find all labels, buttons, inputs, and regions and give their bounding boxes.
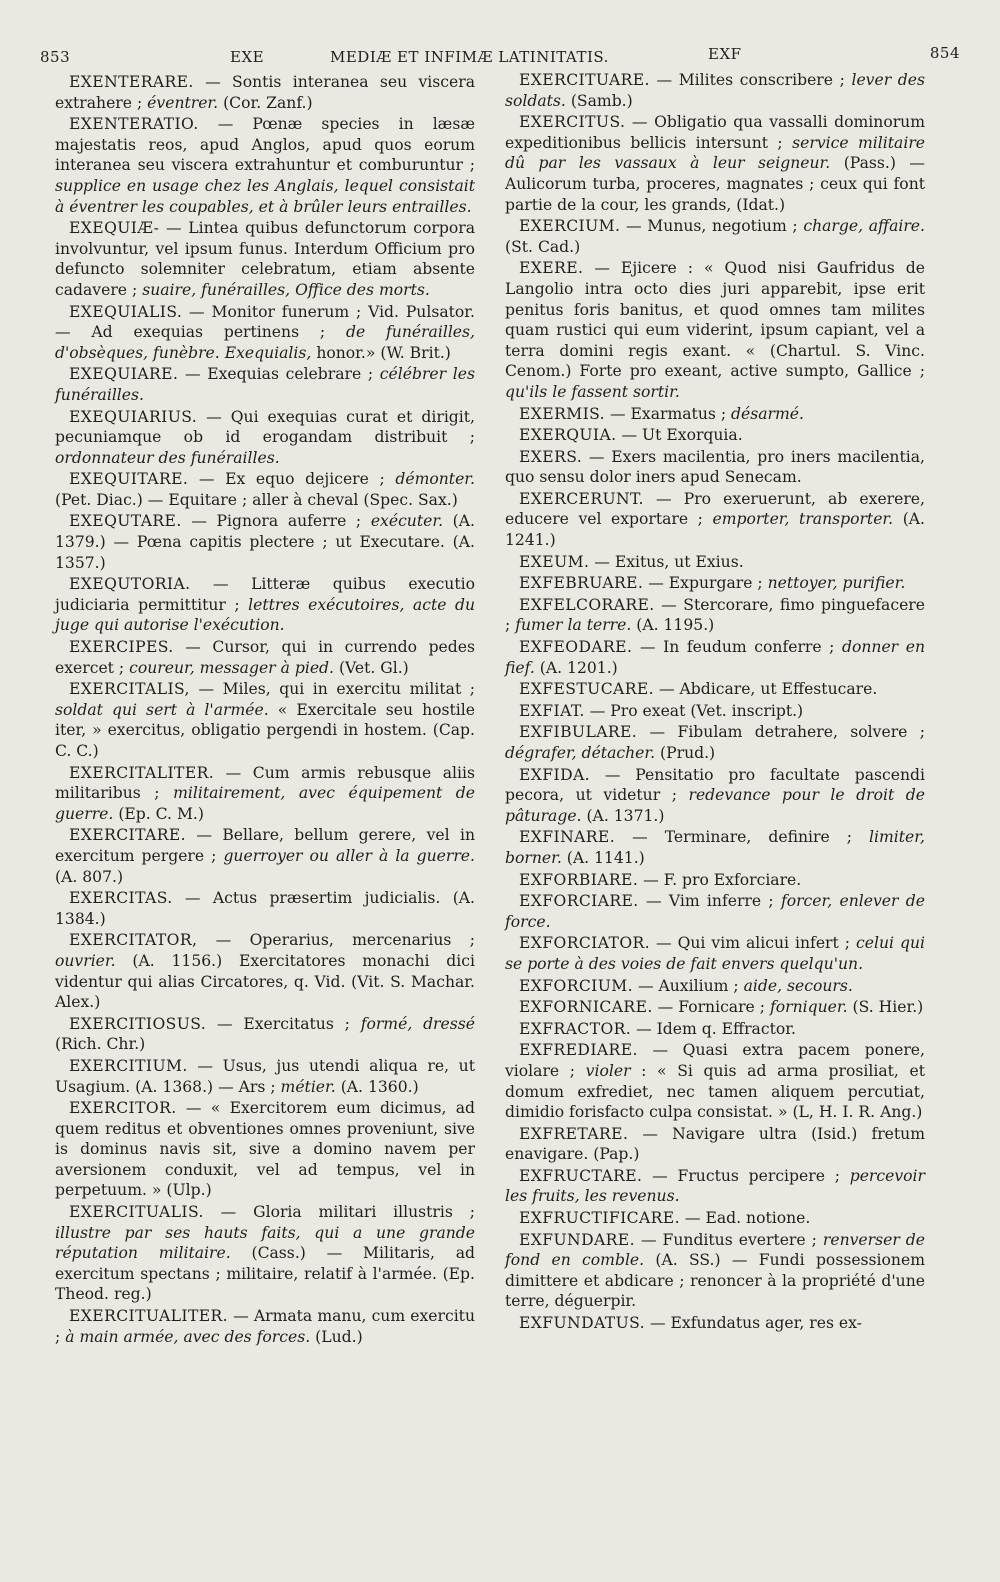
french-gloss: dégrafer, détacher. bbox=[505, 744, 656, 762]
headword: EXEQUTARE. bbox=[69, 512, 182, 531]
left-column bbox=[55, 72, 475, 1348]
french-gloss: suaire, funérailles, Office des morts. bbox=[142, 280, 430, 299]
left-guide-word: EXE bbox=[230, 48, 265, 66]
dictionary-entry bbox=[55, 1056, 475, 1097]
headword: EXFREDIARE. bbox=[519, 1041, 638, 1060]
headword: EXFRETARE. bbox=[519, 1124, 629, 1143]
headword: EXFUNDATUS. bbox=[519, 1314, 646, 1333]
headword: EXFESTUCARE. bbox=[519, 680, 654, 699]
headword: EXERCITALITER. bbox=[69, 763, 215, 782]
source-reference: (Samb.) bbox=[565, 91, 633, 110]
source-reference: (A. 1201.) bbox=[534, 658, 618, 677]
headword: EXFELCORARE. bbox=[519, 595, 655, 614]
french-gloss: limiter, borner. bbox=[505, 828, 925, 867]
definition-text: — Litteræ quibus executio judiciaria permittitur ; bbox=[55, 575, 475, 614]
french-gloss: guerroyer ou aller à la guerre. bbox=[223, 846, 475, 865]
definition-text: — Terminare, definire ; bbox=[615, 828, 870, 847]
definition-text: — Lintea quibus defunctorum corpora involvuntur, vel ipsum funus. Interdum Officium pro defuncto solemniter celebratum, etiam absente cadavere ; bbox=[55, 219, 475, 299]
dictionary-entry bbox=[505, 1230, 925, 1312]
definition-text: — Navigare ultra (Isid.) fretum enavigare. (Pap.) bbox=[505, 1124, 925, 1164]
dictionary-entry bbox=[505, 870, 925, 891]
dictionary-entry bbox=[505, 1208, 925, 1229]
definition-text: — Gloria militari illustris ; bbox=[203, 1203, 475, 1222]
dictionary-entry bbox=[505, 552, 925, 573]
dictionary-entry bbox=[55, 574, 475, 636]
right-guide-word: EXF bbox=[708, 45, 742, 63]
definition-text: — Armata manu, cum exercitu ; bbox=[55, 1307, 475, 1346]
definition-text: — In feudum conferre ; bbox=[632, 638, 842, 657]
headword: EXFEBRUARE. bbox=[519, 574, 644, 593]
definition-text: — Exfundatus ager, res ex- bbox=[645, 1314, 862, 1333]
source-reference: (Lud.) bbox=[310, 1327, 363, 1346]
definition-text: — Qui exequias curat et dirigit, pecuniamque ob id erogandam distribuit ; bbox=[55, 407, 475, 447]
french-gloss: exécuter. bbox=[370, 512, 444, 531]
dictionary-entry bbox=[505, 997, 925, 1018]
headword: EXFIDA. bbox=[519, 765, 590, 784]
headword: EXFRUCTIFICARE. bbox=[519, 1209, 680, 1228]
headword: EXFORCIATOR. bbox=[519, 934, 651, 953]
definition-text: — Expurgare ; bbox=[643, 574, 768, 593]
definition-text: — Cum armis rebusque aliis militaribus ; bbox=[55, 763, 475, 803]
dictionary-entry bbox=[505, 112, 925, 215]
headword: EXERCIPES. bbox=[69, 638, 174, 657]
definition-text: — Quasi extra pacem ponere, violare ; bbox=[505, 1041, 925, 1080]
headword: EXFORCIUM. bbox=[519, 976, 633, 995]
definition-text: — Funditus evertere ; bbox=[634, 1230, 823, 1249]
source-reference: (A. 1241.) bbox=[505, 510, 925, 550]
source-reference: honor.» (W. Brit.) bbox=[311, 343, 451, 362]
headword: EXERCITALIS, bbox=[69, 680, 190, 699]
definition-text: — Sontis interanea seu viscera extrahere ; bbox=[55, 73, 475, 112]
definition-text: — Pro exeat (Vet. inscript.) bbox=[584, 701, 804, 720]
source-reference: (Prud.) bbox=[655, 744, 716, 762]
source-reference: (A. 1195.) bbox=[631, 616, 715, 635]
definition-text: — Miles, qui in exercitu militat ; bbox=[189, 680, 475, 699]
definition-text: — Cursor, qui in currendo pedes exercet ; bbox=[55, 638, 475, 677]
dictionary-entry bbox=[55, 1306, 475, 1347]
source-reference: (Rich. Chr.) bbox=[55, 1035, 146, 1054]
french-gloss: nettoyer, purifier. bbox=[767, 574, 906, 593]
headword: EXEQUTORIA. bbox=[69, 575, 191, 594]
dictionary-entry bbox=[55, 930, 475, 1012]
headword: EXEQUITARE. bbox=[69, 470, 189, 489]
french-gloss: ordonnateur des funérailles. bbox=[55, 448, 280, 467]
book-title: MEDIÆ ET INFIMÆ LATINITATIS. bbox=[330, 48, 609, 66]
french-gloss: renverser de fond en comble. bbox=[505, 1230, 926, 1270]
headword: EXERQUIA. bbox=[519, 426, 617, 445]
dictionary-entry bbox=[55, 763, 475, 825]
french-gloss: emporter, transporter. bbox=[712, 510, 894, 529]
headword: EXERCITARE. bbox=[69, 826, 186, 845]
dictionary-entry bbox=[505, 258, 925, 402]
headword: EXFINARE. bbox=[519, 828, 616, 847]
definition-text: — Vim inferre ; bbox=[638, 892, 781, 911]
headword: EXENTERATIO. bbox=[69, 115, 199, 134]
dictionary-entry bbox=[505, 425, 925, 446]
definition-text: — Exarmatus ; bbox=[605, 404, 732, 423]
headword: EXERCITIOSUS. bbox=[69, 1014, 207, 1033]
definition-text: — Abdicare, ut Effestucare. bbox=[654, 680, 878, 699]
headword: EXFIBULARE. bbox=[519, 723, 638, 742]
dictionary-entry bbox=[505, 933, 925, 974]
headword: EXERCIUM. bbox=[519, 217, 621, 236]
dictionary-entry bbox=[55, 888, 475, 929]
definition-text: — Auxilium ; bbox=[633, 976, 744, 995]
definition-text: — Stercorare, fimo pinguefacere ; bbox=[505, 595, 925, 635]
dictionary-entry bbox=[55, 218, 475, 300]
definition-text: — Exercitatus ; bbox=[206, 1014, 361, 1033]
french-gloss: de funérailles, d'obsèques, funèbre. Exequialis, bbox=[55, 323, 475, 362]
definition-text: — Qui vim alicui infert ; bbox=[650, 934, 857, 953]
dictionary-entry bbox=[505, 827, 925, 868]
definition-text: — Pensitatio pro facultate pascendi pecora, ut videtur ; bbox=[505, 765, 925, 805]
source-reference: (A. 1379.) — Pœna capitis plectere ; ut Executare. (A. 1357.) bbox=[55, 512, 475, 572]
french-gloss: désarmé. bbox=[731, 404, 804, 423]
definition-text: — Fornicare ; bbox=[652, 998, 770, 1017]
definition-text: — Ejicere : « Quod nisi Gaufridus de Langolio intra octo dies juri apparebit, ipse erit penitus foris banitus, et quod omnes tam milites quam rustici qui eum viderint, ipsum capiant, vel a terra domini regis exant. « (Chartul. S. Vinc. Cenom.) Forte pro exeant, active sumpto, Gallice ; bbox=[505, 259, 925, 381]
dictionary-entry bbox=[55, 1202, 475, 1305]
definition-text: — Exers macilentia, pro iners macilentia, quo sensu dolor iners apud Senecam. bbox=[505, 447, 925, 487]
dictionary-entry bbox=[505, 722, 925, 763]
dictionary-entry bbox=[505, 637, 925, 678]
headword: EXFUNDARE. bbox=[519, 1230, 635, 1249]
dictionary-entry bbox=[505, 701, 925, 722]
dictionary-entry bbox=[55, 679, 475, 761]
headword: EXERS. bbox=[519, 447, 583, 466]
source-reference: (Ep. C. M.) bbox=[113, 804, 204, 823]
headword: EXERMIS. bbox=[519, 404, 606, 423]
definition-text: — Pignora auferre ; bbox=[181, 512, 371, 531]
dictionary-entry bbox=[505, 404, 925, 425]
headword: EXERCITATOR, bbox=[69, 931, 198, 950]
source-reference: (A. 1141.) bbox=[561, 848, 645, 867]
french-gloss: service militaire dû par les vassaux à leur seigneur. bbox=[505, 133, 926, 173]
source-reference: (A. 1156.) Exercitatores monachi dici videntur qui alias Circatores, q. Vid. (Vit. S. Machar. Alex.) bbox=[55, 951, 475, 1012]
dictionary-entry bbox=[55, 302, 475, 364]
dictionary-entry bbox=[55, 1098, 475, 1201]
headword: EXERCITIUM. bbox=[69, 1056, 188, 1075]
source-reference: (A. 807.) bbox=[55, 867, 124, 886]
french-gloss: percevoir les fruits, les revenus. bbox=[505, 1166, 925, 1206]
source-reference: (S. Hier.) bbox=[847, 998, 924, 1017]
definition-text: — Ut Exorquia. bbox=[616, 426, 743, 445]
dictionary-entry bbox=[55, 637, 475, 678]
french-gloss: forcer, enlever de force. bbox=[505, 892, 925, 931]
running-head bbox=[40, 38, 960, 66]
dictionary-entry bbox=[505, 489, 925, 551]
headword: EXFEODARE. bbox=[519, 638, 633, 657]
headword: EXEQUIÆ- bbox=[69, 219, 160, 238]
source-reference: (A. SS.) — Fundi possessionem dimittere et abdicare ; renoncer à la propriété d'une terre, déguerpir. bbox=[505, 1251, 925, 1311]
definition-text: — Pro exeruerunt, ab exerere, educere vel exportare ; bbox=[505, 489, 925, 529]
dictionary-entry bbox=[55, 114, 475, 217]
dictionary-entry bbox=[505, 1124, 925, 1165]
headword: EXEQUIARE. bbox=[69, 365, 179, 384]
definition-text: — Ead. notione. bbox=[679, 1209, 811, 1228]
headword: EXEUM. bbox=[519, 552, 590, 571]
dictionary-entry bbox=[55, 407, 475, 469]
source-reference: (Pet. Diac.) — Equitare ; aller à cheval (Spec. Sax.) bbox=[55, 490, 458, 509]
headword: EXENTERARE. bbox=[69, 73, 194, 91]
dictionary-entry bbox=[505, 595, 925, 636]
headword: EXFIAT. bbox=[519, 701, 585, 720]
headword: EXFORBIARE. bbox=[519, 870, 639, 889]
definition-text: — Fibulam detrahere, solvere ; bbox=[637, 723, 925, 742]
dictionary-entry bbox=[505, 1019, 925, 1040]
definition-text: — Milites conscribere ; bbox=[649, 71, 852, 89]
dictionary-entry bbox=[505, 573, 925, 594]
dictionary-entry bbox=[505, 70, 925, 111]
right-column bbox=[505, 70, 925, 1335]
source-reference: (Cor. Zanf.) bbox=[218, 93, 313, 112]
french-gloss: aide, secours. bbox=[743, 976, 853, 995]
source-reference: « Exercitale seu hostile iter, » exercitus, obligatio pergendi in hostem. (Cap. C. C.) bbox=[55, 700, 475, 760]
source-reference: (Vet. Gl.) bbox=[333, 658, 409, 677]
french-gloss: démonter. bbox=[395, 470, 475, 489]
headword: EXERCITAS. bbox=[69, 889, 173, 908]
definition-text: — Exitus, ut Exius. bbox=[589, 552, 744, 571]
french-gloss: lever des soldats. bbox=[505, 71, 925, 110]
dictionary-entry bbox=[505, 976, 925, 997]
french-gloss: formé, dressé bbox=[360, 1014, 475, 1033]
french-gloss: violer bbox=[585, 1061, 631, 1080]
french-gloss: célébrer les funérailles. bbox=[55, 365, 475, 404]
dictionary-entry bbox=[55, 72, 475, 113]
headword: EXFRUCTARE. bbox=[519, 1166, 643, 1185]
french-gloss: fumer la terre. bbox=[515, 616, 632, 635]
french-gloss: donner en fief. bbox=[505, 638, 925, 677]
definition-text: — Munus, negotium ; bbox=[620, 217, 804, 236]
dictionary-entry bbox=[505, 1040, 925, 1122]
definition-text: — Monitor funerum ; Vid. Pulsator. — Ad exequias pertinens ; bbox=[55, 302, 475, 342]
french-gloss: forniquer. bbox=[769, 998, 848, 1017]
dictionary-entry bbox=[55, 1014, 475, 1055]
headword: EXERCITOR. bbox=[69, 1099, 177, 1118]
french-gloss: supplice en usage chez les Anglais, lequel consistait à éventrer les coupables, et à brûler leurs entrailles. bbox=[55, 176, 475, 216]
french-gloss: éventrer. bbox=[147, 93, 219, 112]
source-reference: (A. 1371.) bbox=[581, 806, 665, 825]
definition-text: — « Exercitorem eum dicimus, ad quem reditus et obventiones omnes proveniunt, sive is dominus navis sit, sive a domino navem per aversionem conduxit, vel ad tempus, vel in perpetuum. » (Ulp.) bbox=[55, 1099, 475, 1200]
french-gloss: charge, affaire. bbox=[803, 217, 925, 236]
headword: EXEQUIALIS. bbox=[69, 302, 183, 321]
french-gloss: militairement, avec équipement de guerre. bbox=[55, 784, 475, 823]
definition-text: — Pœnæ species in læsæ majestatis reos, apud Anglos, apud quos eorum interanea seu viscera extrahuntur et comburuntur ; bbox=[55, 115, 475, 175]
dictionary-entry bbox=[505, 1166, 925, 1207]
dictionary-entry bbox=[55, 825, 475, 887]
source-reference: (A. 1360.) bbox=[335, 1077, 419, 1096]
definition-text: — Actus præsertim judicialis. (A. 1384.) bbox=[55, 889, 475, 928]
headword: EXERE. bbox=[519, 259, 584, 278]
dictionary-entry bbox=[55, 364, 475, 405]
left-page-number: 853 bbox=[40, 48, 71, 66]
french-gloss: métier. bbox=[280, 1077, 336, 1096]
headword: EXFRACTOR. bbox=[519, 1019, 632, 1038]
french-gloss: celui qui se porte à des voies de fait envers quelqu'un. bbox=[505, 934, 926, 973]
french-gloss: ouvrier. bbox=[55, 951, 116, 970]
source-reference: (Pass.) — Aulicorum turba, proceres, magnates ; ceux qui font partie de la cour, les grands, (Idat.) bbox=[505, 154, 925, 214]
french-gloss: qu'ils le fassent sortir. bbox=[505, 382, 680, 401]
dictionary-entry bbox=[505, 891, 925, 932]
dictionary-entry bbox=[55, 469, 475, 510]
source-reference: (St. Cad.) bbox=[505, 237, 581, 256]
definition-text: — Idem q. Effractor. bbox=[631, 1019, 796, 1038]
right-page-number: 854 bbox=[929, 44, 960, 62]
headword: EXERCITUALIS. bbox=[69, 1203, 204, 1222]
source-reference: : « Si quis ad arma prosiliat, et domum exfrediet, nec tamen aliquem percutiat, dimidio forisfacto culpa consistat. » (L, H. I. R. Ang.) bbox=[505, 1061, 925, 1122]
definition-text: — Obligatio qua vassalli dominorum expeditionibus bellicis intersunt ; bbox=[505, 113, 925, 152]
source-reference: (Cass.) — Militaris, ad exercitum spectans ; militaire, relatif à l'armée. (Ep. Theod. reg.) bbox=[55, 1244, 476, 1304]
dictionary-entry bbox=[505, 216, 925, 257]
headword: EXERCITUS. bbox=[519, 113, 626, 132]
dictionary-entry bbox=[55, 511, 475, 573]
french-gloss: soldat qui sert à l'armée. bbox=[55, 700, 269, 719]
dictionary-entry bbox=[505, 1313, 925, 1334]
definition-text: — F. pro Exforciare. bbox=[638, 870, 802, 889]
headword: EXFORCIARE. bbox=[519, 892, 639, 911]
french-gloss: illustre par ses hauts faits, qui a une grande réputation militaire. bbox=[55, 1223, 475, 1263]
french-gloss: redevance pour le droit de pâturage. bbox=[505, 786, 925, 825]
dictionary-entry bbox=[505, 447, 925, 488]
definition-text: — Fructus percipere ; bbox=[642, 1166, 850, 1185]
dictionary-entry bbox=[505, 679, 925, 700]
headword: EXEQUIARIUS. bbox=[69, 407, 198, 426]
headword: EXERCITUARE. bbox=[519, 71, 650, 89]
headword: EXERCITUALITER. bbox=[69, 1307, 229, 1326]
definition-text: — Bellare, bellum gerere, vel in exercitum pergere ; bbox=[55, 826, 475, 865]
headword: EXFORNICARE. bbox=[519, 998, 653, 1017]
definition-text: — Exequias celebrare ; bbox=[178, 365, 380, 384]
french-gloss: lettres exécutoires, acte du juge qui autorise l'exécution. bbox=[55, 595, 475, 635]
definition-text: — Ex equo dejicere ; bbox=[188, 470, 396, 489]
definition-text: — Operarius, mercenarius ; bbox=[197, 931, 475, 950]
definition-text: — Usus, jus utendi aliqua re, ut Usagium. (A. 1368.) — Ars ; bbox=[55, 1056, 475, 1096]
french-gloss: à main armée, avec des forces. bbox=[65, 1327, 311, 1346]
headword: EXERCERUNT. bbox=[519, 489, 644, 508]
french-gloss: coureur, messager à pied. bbox=[129, 658, 334, 677]
dictionary-entry bbox=[505, 765, 925, 827]
